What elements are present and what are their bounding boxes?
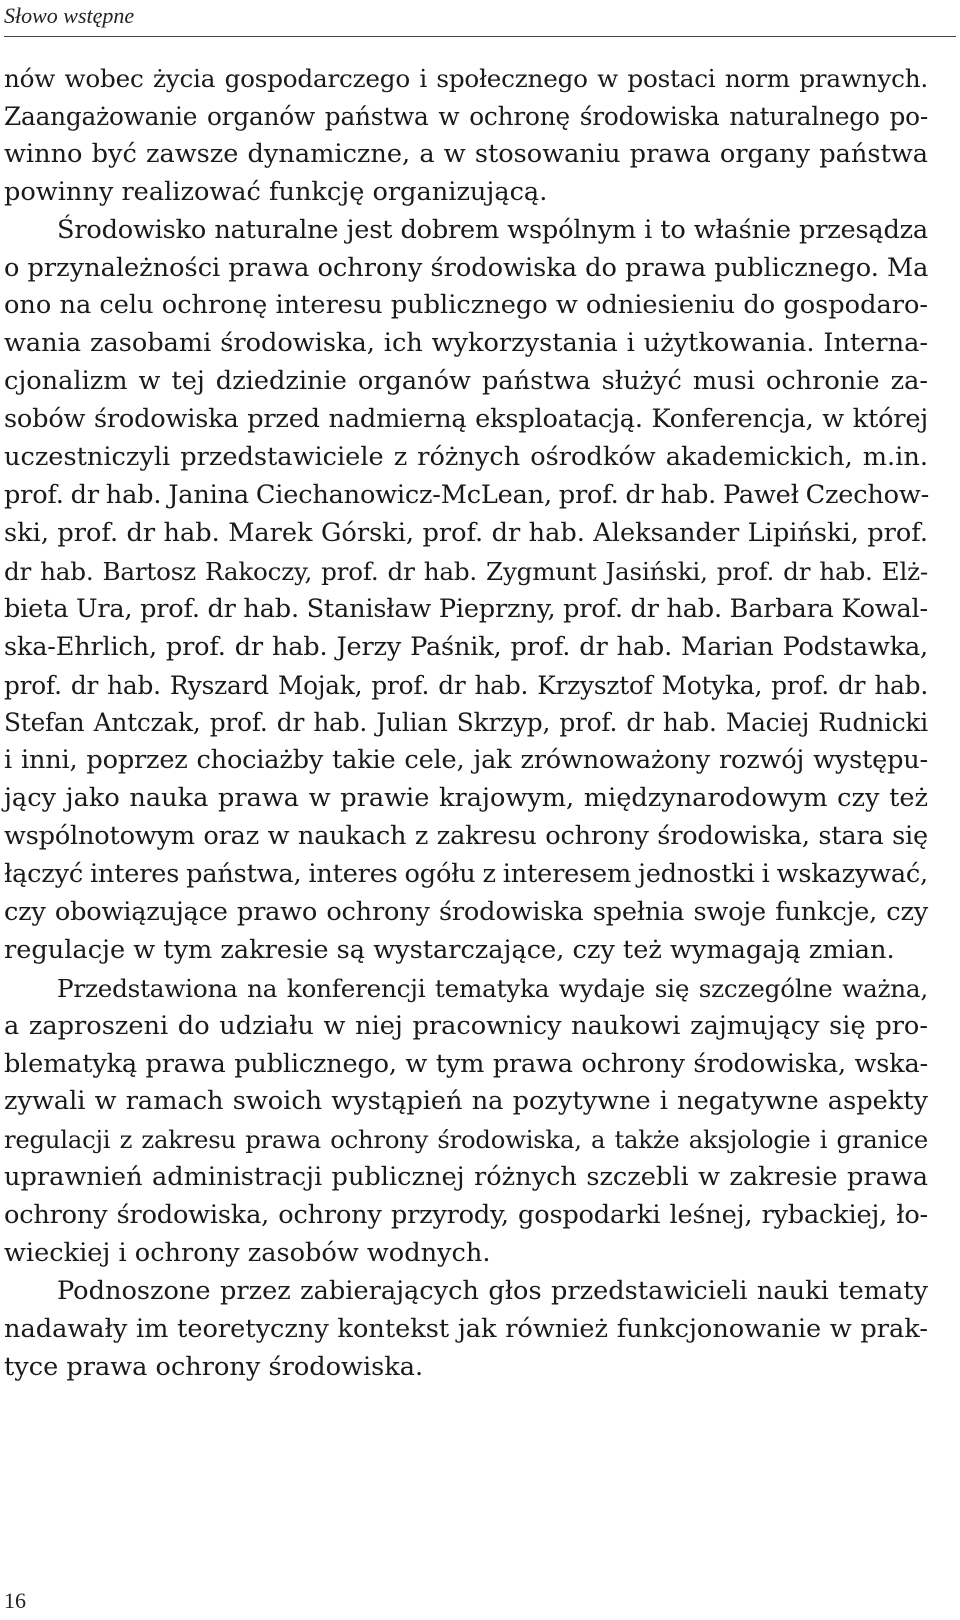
text-line: uczestniczyli przedstawiciele z różnych ośrodków akademickich, m.in. [4,442,928,473]
running-head-title: Słowo wstępne [4,3,135,28]
text-line: wania zasobami środowiska, ich wykorzystania i użytkowania. Interna- [4,328,928,359]
text-line: uprawnień administracji publicznej różnych szczebli w zakresie prawa [4,1162,928,1193]
text-line: bieta Ura, prof. dr hab. Stanisław Pieprzny, prof. dr hab. Barbara Kowal- [4,593,928,624]
text-line: prof. dr hab. Janina Ciechanowicz-McLean, prof. dr hab. Paweł Czechow- [4,479,930,510]
text-line: blematyką prawa publicznego, w tym prawa ochrony środowiska, wska- [4,1048,928,1079]
paragraph [4,212,928,970]
text-line: ono na celu ochronę interesu publicznego w odniesieniu do gospodaro- [4,290,928,321]
text-line: wieckiej i ochrony zasobów wodnych. [4,1238,491,1269]
paragraph [4,970,928,1273]
text-line: ski, prof. dr hab. Marek Górski, prof. dr hab. Aleksander Lipiński, prof. [4,517,928,548]
text-line: prof. dr hab. Ryszard Mojak, prof. dr hab. Krzysztof Motyka, prof. dr hab. [4,670,928,700]
text-line: Przedstawiona na konferencji tematyka wydaje się szczególne ważna, [57,973,928,1003]
text-line: dr hab. Bartosz Rakoczy, prof. dr hab. Zygmunt Jasiński, prof. dr hab. Elż- [4,556,928,586]
text-line: powinny realizować funkcję organizującą. [4,176,548,207]
paragraph [4,1273,928,1387]
body-text [4,60,928,1387]
text-line: nadawały im teoretyczny kontekst jak również funkcjonowanie w prak- [4,1313,928,1344]
text-line: cjonalizm w tej dziedzinie organów państwa służyć musi ochronie za- [4,366,928,397]
header-rule [4,36,956,37]
text-line: Zaangażowanie organów państwa w ochronę środowiska naturalnego po- [4,101,928,131]
text-line: o przynależności prawa ochrony środowiska do prawa publicznego. Ma [4,252,929,283]
text-line: ska-Ehrlich, prof. dr hab. Jerzy Paśnik, prof. dr hab. Marian Podstawka, [4,631,928,662]
text-line: sobów środowiska przed nadmierną eksploatacją. Konferencja, w której [4,404,928,435]
page-number: 16 [4,1588,26,1613]
paragraph [4,60,928,212]
text-line: jący jako nauka prawa w prawie krajowym, międzynarodowym czy też [4,783,928,814]
text-line: czy obowiązujące prawo ochrony środowiska spełnia swoje funkcje, czy [4,896,928,927]
text-line: zywali w ramach swoich wystąpień na pozytywne i negatywne aspekty [4,1086,928,1117]
text-line: Podnoszone przez zabierających głos przedstawicieli nauki tematy [57,1276,928,1306]
text-line: regulacji z zakresu prawa ochrony środowiska, a także aksjologie i granice [4,1125,928,1155]
text-line: ochrony środowiska, ochrony przyrody, gospodarki leśnej, rybackiej, ło- [4,1200,928,1231]
text-line: winno być zawsze dynamiczne, a w stosowaniu prawa organy państwa [4,138,928,169]
text-line: nów wobec życia gospodarczego i społecznego w postaci norm prawnych. [4,64,928,93]
text-line: łączyć interes państwa, interes ogółu z interesem jednostki i wskazywać, [4,859,928,890]
text-line: wspólnotowym oraz w naukach z zakresu ochrony środowiska, stara się [4,821,928,852]
text-line: regulacje w tym zakresie są wystarczające, czy też wymagają zmian. [4,934,895,965]
text-line: tyce prawa ochrony środowiska. [4,1351,424,1382]
text-line: i inni, poprzez chociażby takie cele, jak zrównoważony rozwój występu- [4,745,928,776]
text-line: Środowisko naturalne jest dobrem wspólnym i to właśnie przesądza [57,214,928,245]
text-line: a zaproszeni do udziału w niej pracownicy naukowi zajmujący się pro- [4,1010,928,1041]
text-line: Stefan Antczak, prof. dr hab. Julian Skrzyp, prof. dr hab. Maciej Rudnicki [4,708,928,738]
